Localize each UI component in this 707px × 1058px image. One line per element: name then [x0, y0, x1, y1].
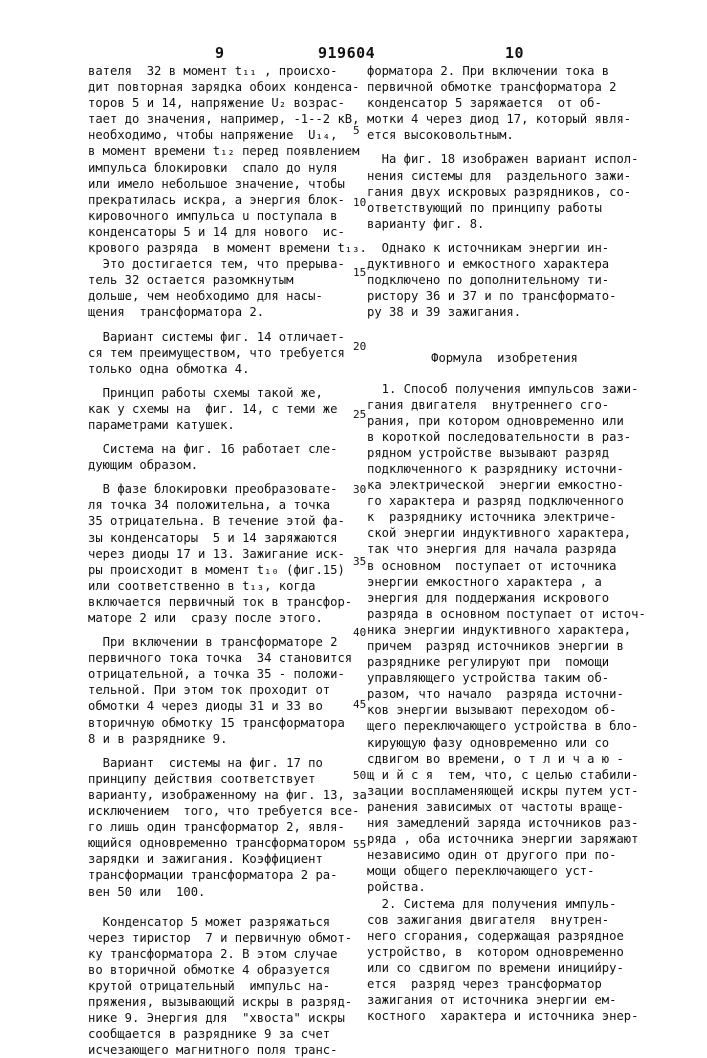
text-line: разряднике регулируют при помощи	[367, 654, 642, 670]
text-line: ка электрической энергии емкостно-	[367, 477, 642, 493]
text-line: Вариант системы на фиг. 17 по	[88, 755, 350, 771]
text-line: 1. Способ получения импульсов зажи-	[367, 381, 642, 397]
text-line: рядном устройстве вызывают разряд	[367, 445, 642, 461]
text-line: гания двух искровых разрядников, со-	[367, 184, 642, 200]
text-line: ется высоковольтным.	[367, 127, 642, 143]
text-line: него сгорания, содержащая разрядное	[367, 928, 642, 944]
text-line: нике 9. Энергия для "хвоста" искры	[88, 1010, 350, 1026]
text-line: устройство, в котором одновременно	[367, 944, 642, 960]
text-line: тель 32 остается разомкнутым	[88, 272, 350, 288]
text-line: в момент времени t₁₂ перед появлением	[88, 143, 350, 159]
text-line: зы конденсаторы 5 и 14 заряжаются	[88, 530, 350, 546]
text-line: ющийся одновременно трансформатором	[88, 835, 350, 851]
text-line: исключением того, что требуется все-	[88, 803, 350, 819]
page-number-right: 10	[505, 44, 524, 62]
text-line: ряда , оба источника энергии заряжают	[367, 831, 642, 847]
line-number: 15	[353, 266, 366, 279]
text-line: вторичную обмотку 15 трансформатора	[88, 715, 350, 731]
text-line: В фазе блокировки преобразовате-	[88, 481, 350, 497]
line-number: 10	[353, 196, 366, 209]
text-line: ся тем преимуществом, что требуется	[88, 345, 350, 361]
right-text-column	[367, 63, 642, 1024]
text-line: ры происходит в момент t₁₀ (фиг.15)	[88, 562, 350, 578]
line-number: 5	[353, 124, 360, 137]
line-number: 40	[353, 626, 366, 639]
section-heading-claims: Формула изобретения	[367, 350, 642, 366]
text-line: импульса блокировки спало до нуля	[88, 160, 350, 176]
text-line: энергия для поддержания искрового	[367, 590, 642, 606]
text-line: зажигания от источника энергии ем-	[367, 992, 642, 1008]
text-line: дит повторная зарядка обоих конденса-	[88, 79, 350, 95]
text-line: разом, что начало разряда источни-	[367, 686, 642, 702]
text-line: параметрами катушек.	[88, 417, 350, 433]
text-line: или имело небольшое значение, чтобы	[88, 176, 350, 192]
text-line: сообщается в разряднике 9 за счет	[88, 1026, 350, 1042]
line-number: 20	[353, 340, 366, 353]
text-line: Конденсатор 5 может разряжаться	[88, 914, 350, 930]
line-number: 30	[353, 483, 366, 496]
text-line: мощи общего переключающего уст-	[367, 863, 642, 879]
text-line: ранения зависимых от частоты враще-	[367, 799, 642, 815]
text-line: маторе 2 или сразу после этого.	[88, 610, 350, 626]
text-line: торов 5 и 14, напряжение U₂ возрас-	[88, 95, 350, 111]
text-line: через тиристор 7 и первичную обмот-	[88, 930, 350, 946]
text-line: включается первичный ток в трансфор-	[88, 594, 350, 610]
text-line: управляющего устройства таким об-	[367, 670, 642, 686]
text-line: го лишь один трансформатор 2, явля-	[88, 819, 350, 835]
text-line: к разряднику источника электриче-	[367, 509, 642, 525]
text-line: трансформации трансформатора 2 ра-	[88, 867, 350, 883]
text-line: тает до значения, например, -1--2 кВ,	[88, 111, 350, 127]
text-line: На фиг. 18 изображен вариант испол-	[367, 151, 642, 167]
text-line: го характера и разряд подключенного	[367, 493, 642, 509]
text-line: во вторичной обмотке 4 образуется	[88, 962, 350, 978]
text-line: варианту, изображенному на фиг. 13, за	[88, 787, 350, 803]
text-line: через диоды 17 и 13. Зажигание иск-	[88, 546, 350, 562]
text-line: дующим образом.	[88, 457, 350, 473]
text-line: отрицательной, а точка 35 - положи-	[88, 666, 350, 682]
text-line: ской энергии индуктивного характера,	[367, 525, 642, 541]
line-number: 50	[353, 769, 366, 782]
text-line: ется разряд через трансформатор	[367, 976, 642, 992]
text-line: ристору 36 и 37 и по трансформато-	[367, 288, 642, 304]
document-page	[0, 0, 707, 1000]
text-line: крутой отрицательный импульс на-	[88, 978, 350, 994]
text-line: прекратилась искра, а энергия блок-	[88, 192, 350, 208]
text-line: кирующую фазу одновременно или со	[367, 735, 642, 751]
text-line: первичной обмотке трансформатора 2	[367, 79, 642, 95]
text-line: в короткой последовательности в раз-	[367, 429, 642, 445]
line-number: 55	[353, 838, 366, 851]
text-line: подключенного к разряднику источни-	[367, 461, 642, 477]
text-line: конденсатор 5 заряжается от об-	[367, 95, 642, 111]
text-line: необходимо, чтобы напряжение U₁₄,	[88, 127, 350, 143]
text-line: пряжения, вызывающий искры в разряд-	[88, 994, 350, 1010]
text-line: зарядки и зажигания. Коэффициент	[88, 851, 350, 867]
text-line: щения трансформатора 2.	[88, 304, 350, 320]
page-number-left: 9	[215, 44, 225, 62]
text-line: сов зажигания двигателя внутрен-	[367, 912, 642, 928]
line-number: 35	[353, 555, 366, 568]
text-line: При включении в трансформаторе 2	[88, 634, 350, 650]
text-line: обмотки 4 через диоды 31 и 33 во	[88, 698, 350, 714]
text-line: ника энергии индуктивного характера,	[367, 622, 642, 638]
text-line: 35 отрицательна. В течение этой фа-	[88, 513, 350, 529]
left-text-column	[88, 63, 350, 1058]
text-line: причем разряд источников энергии в	[367, 638, 642, 654]
text-line: конденсаторы 5 и 14 для нового ис-	[88, 224, 350, 240]
text-line: Вариант системы фиг. 14 отличает-	[88, 329, 350, 345]
text-line: Система на фиг. 16 работает сле-	[88, 441, 350, 457]
text-line: вателя 32 в момент t₁₁ , происхо-	[88, 63, 350, 79]
text-line: только одна обмотка 4.	[88, 361, 350, 377]
text-line: 8 и в разряднике 9.	[88, 731, 350, 747]
text-line: костного характера и источника энер-	[367, 1008, 642, 1024]
text-line: как у схемы на фиг. 14, с теми же	[88, 401, 350, 417]
text-line: ру 38 и 39 зажигания.	[367, 304, 642, 320]
text-line: ля точка 34 положительна, а точка	[88, 497, 350, 513]
line-number: 45	[353, 698, 366, 711]
text-line: Однако к источникам энергии ин-	[367, 240, 642, 256]
text-line: щ и й с я тем, что, с целью стабили-	[367, 767, 642, 783]
text-line: принципу действия соответствует	[88, 771, 350, 787]
line-number: 25	[353, 408, 366, 421]
text-line: Принцип работы схемы такой же,	[88, 385, 350, 401]
text-line: нения системы для раздельного зажи-	[367, 168, 642, 184]
text-line: мотки 4 через диод 17, который явля-	[367, 111, 642, 127]
text-line: тельной. При этом ток проходит от	[88, 682, 350, 698]
text-line: разряда в основном поступает от источ-	[367, 606, 642, 622]
text-line: рания, при котором одновременно или	[367, 413, 642, 429]
text-line: или со сдвигом по времени иниции́ру-	[367, 960, 642, 976]
text-line: форматора 2. При включении тока в	[367, 63, 642, 79]
text-line: независимо один от другого при по-	[367, 847, 642, 863]
text-line: ния замедлений заряда источников раз-	[367, 815, 642, 831]
text-line: варианту фиг. 8.	[367, 216, 642, 232]
text-line: энергии емкостного характера , а	[367, 574, 642, 590]
text-line: ответствующий по принципу работы	[367, 200, 642, 216]
text-line: гания двигателя внутреннего сго-	[367, 397, 642, 413]
text-line: кировочного импульса u поступала в	[88, 208, 350, 224]
text-line: дуктивного и емкостного характера	[367, 256, 642, 272]
text-line: зации воспламеняющей искры путем уст-	[367, 783, 642, 799]
text-line: ку трансформатора 2. В этом случае	[88, 946, 350, 962]
text-line: ков энергии вызывают переходом об-	[367, 702, 642, 718]
text-line: сдвигом во времени, о т л и ч а ю -	[367, 751, 642, 767]
text-line: подключено по дополнительному ти-	[367, 272, 642, 288]
patent-number: 919604	[318, 44, 375, 62]
text-line: первичного тока точка 34 становится	[88, 650, 350, 666]
text-line: или соответственно в t₁₃, когда	[88, 578, 350, 594]
text-line: вен 50 или 100.	[88, 884, 350, 900]
text-line: ройства.	[367, 879, 642, 895]
text-line: дольше, чем необходимо для насы-	[88, 288, 350, 304]
text-line: Это достигается тем, что прерыва-	[88, 256, 350, 272]
text-line: крового разряда в момент времени t₁₃.	[88, 240, 350, 256]
text-line: так что энергия для начала разряда	[367, 541, 642, 557]
text-line: 2. Система для получения импуль-	[367, 896, 642, 912]
text-line: в основном поступает от источника	[367, 558, 642, 574]
text-line: исчезающего магнитного поля транс-	[88, 1042, 350, 1058]
text-line: щего переключающего устройства в бло-	[367, 718, 642, 734]
